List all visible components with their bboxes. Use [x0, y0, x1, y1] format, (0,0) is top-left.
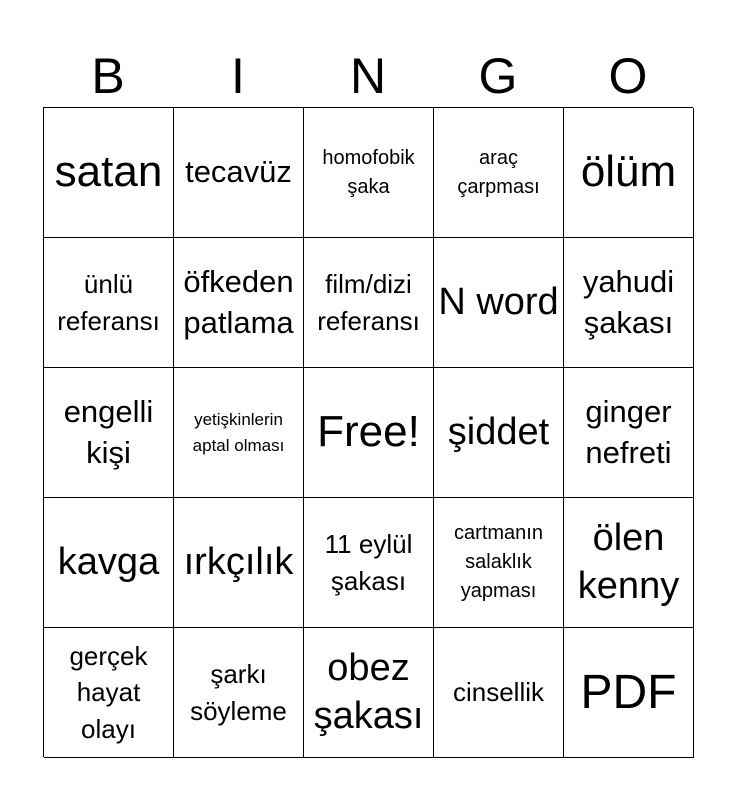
bingo-header [43, 44, 693, 108]
bingo-cell[interactable] [434, 238, 564, 368]
cell-label: 11 eylül şakası [324, 529, 413, 596]
cell-label: şiddet [447, 410, 550, 453]
cell-label: engelli kişi [63, 394, 154, 470]
bingo-cell[interactable] [304, 108, 434, 238]
bingo-cell[interactable] [44, 498, 174, 628]
bingo-cell[interactable] [44, 368, 174, 498]
bingo-cell[interactable] [434, 498, 564, 628]
bingo-cell[interactable] [564, 628, 694, 758]
cell-label: tecavüz [185, 154, 292, 190]
cell-label: ginger nefreti [585, 394, 672, 470]
cell-label: cinsellik [452, 677, 545, 708]
cell-label: ölüm [580, 147, 677, 197]
cell-label: yahudi şakası [582, 264, 675, 340]
header-letter-b: B [91, 48, 125, 104]
bingo-cell[interactable] [564, 108, 694, 238]
bingo-cell[interactable] [434, 628, 564, 758]
bingo-cell[interactable] [434, 108, 564, 238]
header-letter-o: O [608, 48, 648, 104]
bingo-cell[interactable] [44, 108, 174, 238]
cell-label: satan [54, 147, 163, 197]
cell-label: şarkı söyleme [190, 659, 287, 726]
bingo-cell[interactable] [174, 108, 304, 238]
cell-label: N word [438, 280, 559, 323]
bingo-cell[interactable] [44, 238, 174, 368]
bingo-cell[interactable] [564, 498, 694, 628]
cell-label: araç çarpması [457, 146, 540, 198]
cell-label: gerçek hayat olayı [69, 640, 148, 744]
bingo-cell[interactable] [174, 238, 304, 368]
header-letter-n: N [349, 48, 387, 104]
header-letter-i: I [231, 48, 245, 104]
cell-label: film/dizi referansı [317, 269, 420, 336]
bingo-cell[interactable] [564, 238, 694, 368]
bingo-cell[interactable] [564, 368, 694, 498]
cell-label: obez şakası [313, 647, 424, 737]
bingo-cell[interactable] [174, 628, 304, 758]
cell-label: öfkeden patlama [183, 264, 294, 340]
cell-label: ırkçılık [183, 540, 294, 583]
cell-label: cartmanın salaklık yapması [454, 522, 543, 602]
header-letter-g: G [478, 48, 518, 104]
cell-label: Free! [317, 407, 420, 457]
bingo-cell[interactable] [174, 368, 304, 498]
cell-label: kavga [57, 540, 160, 583]
cell-label: PDF [580, 665, 677, 719]
bingo-cell[interactable] [174, 498, 304, 628]
cell-label: ünlü referansı [57, 269, 160, 336]
cell-label: ölen kenny [577, 517, 680, 607]
bingo-cell[interactable] [304, 498, 434, 628]
bingo-cell[interactable] [304, 628, 434, 758]
bingo-cell[interactable] [44, 628, 174, 758]
cell-label: yetişkinlerin aptal olması [192, 410, 285, 455]
bingo-cell[interactable] [304, 238, 434, 368]
cell-label: homofobik şaka [322, 146, 415, 198]
bingo-cell[interactable] [434, 368, 564, 498]
free-cell[interactable] [304, 368, 434, 498]
bingo-board [43, 107, 693, 757]
